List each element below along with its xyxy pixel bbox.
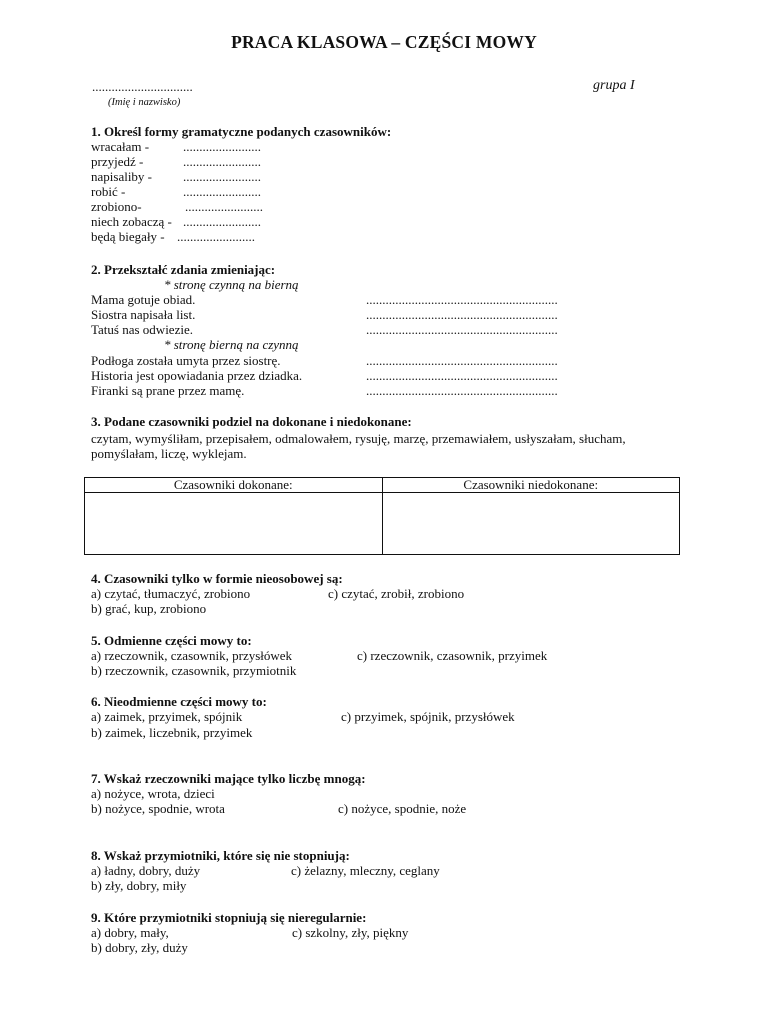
q9-option-a: a) dobry, mały, xyxy=(91,925,169,940)
q4-option-c: c) czytać, zrobił, zrobiono xyxy=(328,586,465,601)
q8-option-b: b) zły, dobry, miły xyxy=(91,878,187,893)
q4-heading: 4. Czasowniki tylko w formie nieosobowej są: xyxy=(91,571,343,586)
q1-answer-dots: ........................ xyxy=(185,199,263,214)
q6-option-b: b) zaimek, liczebnik, przyimek xyxy=(91,725,253,740)
name-label: (Imię i nazwisko) xyxy=(108,97,181,108)
q9-option-b: b) dobry, zły, duży xyxy=(91,940,188,955)
q7-option-c: c) nożyce, spodnie, noże xyxy=(338,801,467,816)
q3-verbs-line: pomyślałam, liczę, wyklejam. xyxy=(91,446,247,461)
q2-answer-dots: ........................................................... xyxy=(366,353,558,368)
q1-verb: będą biegały - xyxy=(91,229,165,244)
q2-answer-dots: ........................................................... xyxy=(366,307,558,322)
q6-option-c: c) przyimek, spójnik, przysłówek xyxy=(341,709,515,724)
q2-sentence: Historia jest opowiadania przez dziadka. xyxy=(91,368,303,383)
q7-option-a: a) nożyce, wrota, dzieci xyxy=(91,786,215,801)
q2-answer-dots: ........................................................... xyxy=(366,292,558,307)
q1-answer-dots: ........................ xyxy=(183,214,261,229)
q1-answer-dots: ........................ xyxy=(183,154,261,169)
q6-option-a: a) zaimek, przyimek, spójnik xyxy=(91,709,243,724)
q1-answer-dots: ........................ xyxy=(183,184,261,199)
q2-subheading-active: * stronę czynną na bierną xyxy=(164,277,299,292)
q2-answer-dots: ........................................................... xyxy=(366,322,558,337)
q7-heading: 7. Wskaż rzeczowniki mające tylko liczbę mnogą: xyxy=(91,771,366,786)
q9-option-c: c) szkolny, zły, piękny xyxy=(292,925,409,940)
q2-sentence: Tatuś nas odwiezie. xyxy=(91,322,193,337)
q1-answer-dots: ........................ xyxy=(183,139,261,154)
table-cell-perfective[interactable] xyxy=(85,493,383,555)
table-cell-imperfective[interactable] xyxy=(382,493,680,555)
q1-answer-dots: ........................ xyxy=(177,229,255,244)
q1-heading: 1. Określ formy gramatyczne podanych czasowników: xyxy=(91,124,392,139)
q4-option-a: a) czytać, tłumaczyć, zrobiono xyxy=(91,586,251,601)
q6-heading: 6. Nieodmienne części mowy to: xyxy=(91,694,267,709)
q5-heading: 5. Odmienne części mowy to: xyxy=(91,633,252,648)
q2-sentence: Siostra napisała list. xyxy=(91,307,196,322)
q1-verb: przyjedź - xyxy=(91,154,144,169)
q2-answer-dots: ........................................................... xyxy=(366,368,558,383)
q1-verb: wracałam - xyxy=(91,139,150,154)
table-header-perfective: Czasowniki dokonane: xyxy=(85,478,383,493)
q1-verb: zrobiono- xyxy=(91,199,142,214)
q8-option-a: a) ładny, dobry, duży xyxy=(91,863,201,878)
page-title: PRACA KLASOWA – CZĘŚCI MOWY xyxy=(231,32,537,52)
q8-heading: 8. Wskaż przymiotniki, które się nie stopniują: xyxy=(91,848,350,863)
q2-heading: 2. Przekształć zdania zmieniając: xyxy=(91,262,276,277)
q2-sentence: Firanki są prane przez mamę. xyxy=(91,383,245,398)
q9-heading: 9. Które przymiotniki stopniują się nieregularnie: xyxy=(91,910,367,925)
q1-verb: niech zobaczą - xyxy=(91,214,172,229)
q7-option-b: b) nożyce, spodnie, wrota xyxy=(91,801,225,816)
q1-verb: napisaliby - xyxy=(91,169,153,184)
q5-option-a: a) rzeczownik, czasownik, przysłówek xyxy=(91,648,293,663)
q2-sentence: Podłoga została umyta przez siostrę. xyxy=(91,353,281,368)
q8-option-c: c) żelazny, mleczny, ceglany xyxy=(291,863,440,878)
q3-verbs-line: czytam, wymyśliłam, przepisałem, odmalowałem, rysuję, marzę, przemawiałem, usłyszałam, słucham, xyxy=(91,431,626,446)
table-header-imperfective: Czasowniki niedokonane: xyxy=(382,478,680,493)
q2-subheading-passive: * stronę bierną na czynną xyxy=(164,337,299,352)
verbs-table xyxy=(84,477,680,555)
group-label: grupa I xyxy=(593,78,635,93)
q5-option-b: b) rzeczownik, czasownik, przymiotnik xyxy=(91,663,297,678)
name-dots: ............................... xyxy=(92,79,193,94)
q1-answer-dots: ........................ xyxy=(183,169,261,184)
q2-answer-dots: ........................................................... xyxy=(366,383,558,398)
q3-heading: 3. Podane czasowniki podziel na dokonane i niedokonane: xyxy=(91,414,412,429)
q5-option-c: c) rzeczownik, czasownik, przyimek xyxy=(357,648,548,663)
q1-verb: robić - xyxy=(91,184,126,199)
q2-sentence: Mama gotuje obiad. xyxy=(91,292,196,307)
q4-option-b: b) grać, kup, zrobiono xyxy=(91,601,207,616)
